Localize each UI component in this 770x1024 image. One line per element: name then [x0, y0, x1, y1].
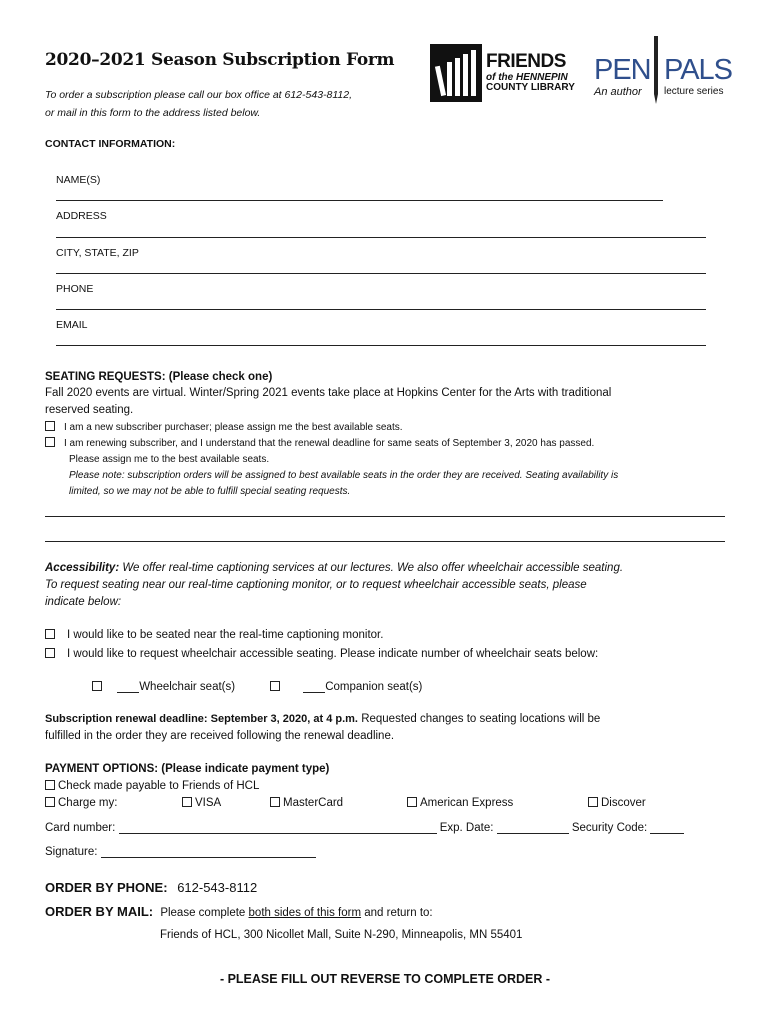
card-number-row: Card number: Exp. Date: Security Code:	[45, 821, 684, 834]
checkbox[interactable]	[182, 797, 192, 807]
accessibility-option-captioning: I would like to be seated near the real-time captioning monitor.	[45, 629, 383, 641]
name-label: NAME(S)	[56, 174, 101, 186]
payment-heading: PAYMENT OPTIONS: (Please indicate payment type)	[45, 763, 330, 775]
checkbox[interactable]	[45, 648, 55, 658]
accessibility-option-wheelchair: I would like to request wheelchair accessible seating. Please indicate number of wheelchair seats below:	[45, 648, 598, 660]
checkbox[interactable]	[407, 797, 417, 807]
books-icon	[430, 44, 486, 102]
email-label: EMAIL	[56, 319, 88, 331]
seating-heading: SEATING REQUESTS: (Please check one)	[45, 371, 273, 383]
payment-check: Check made payable to Friends of HCL	[45, 780, 259, 792]
checkbox[interactable]	[270, 797, 280, 807]
friends-logo-text: FRIENDS of the HENNEPIN COUNTY LIBRARY	[486, 51, 575, 93]
order-by-mail: ORDER BY MAIL: Please complete both sides of this form and return to:	[45, 904, 433, 919]
payment-amex: American Express	[407, 797, 513, 809]
seating-option-new: I am a new subscriber purchaser; please assign me the best available seats.	[45, 420, 403, 436]
seating-notes-line-2[interactable]	[45, 541, 725, 542]
payment-visa: VISA	[182, 797, 221, 809]
order-by-phone: ORDER BY PHONE: 612-543-8112	[45, 880, 258, 895]
checkbox[interactable]	[92, 681, 102, 691]
footer-note: - PLEASE FILL OUT REVERSE TO COMPLETE ORDER -	[219, 972, 551, 986]
checkbox[interactable]	[588, 797, 598, 807]
city-field[interactable]	[56, 273, 706, 274]
checkbox[interactable]	[270, 681, 280, 691]
seating-note: Fall 2020 events are virtual. Winter/Spring 2021 events take place at Hopkins Center for the Arts with traditional reserved seating.	[45, 387, 612, 416]
seating-italic-note: Please note: subscription orders will be assigned to best available seats in the order they are received. Seating availability is limited, so we may not be able to fulfill special seating requests.	[69, 470, 619, 497]
phone-field[interactable]	[56, 309, 706, 310]
contact-heading: CONTACT INFORMATION:	[45, 138, 176, 150]
payment-charge: Charge my:	[45, 797, 117, 809]
signature-row: Signature:	[45, 845, 316, 858]
renewal-text: Subscription renewal deadline: September 3, 2020, at 4 p.m. Requested changes to seating locations will be fulfilled in the order they are received following the renewal deadline.	[45, 713, 601, 742]
companion-seats: Companion seat(s)	[270, 680, 422, 693]
address-label: ADDRESS	[56, 210, 107, 222]
address-field[interactable]	[56, 237, 706, 238]
checkbox[interactable]	[45, 421, 55, 431]
mail-address: Friends of HCL, 300 Nicollet Mall, Suite N-290, Minneapolis, MN 55401	[160, 929, 523, 941]
city-label: CITY, STATE, ZIP	[56, 247, 139, 259]
page-title: 2020–2021 Season Subscription Form	[45, 50, 395, 70]
signature-field[interactable]	[101, 845, 316, 858]
wheelchair-seats: Wheelchair seat(s)	[92, 680, 235, 693]
checkbox[interactable]	[45, 629, 55, 639]
penpals-logo: PEN PALS An author lecture series	[594, 36, 729, 106]
companion-count-field[interactable]	[303, 680, 325, 693]
wheelchair-count-field[interactable]	[117, 680, 139, 693]
pen-icon	[651, 36, 661, 106]
accessibility-text: Accessibility: We offer real-time captioning services at our lectures. We also offer wheelchair accessible seating. To request seating near our real-time captioning monitor, or to request wheelchair accessible seats, please indicate below:	[45, 562, 624, 608]
email-field[interactable]	[56, 345, 706, 346]
name-field[interactable]	[56, 200, 663, 201]
intro-text: To order a subscription please call our box office at 612-543-8112, or mail in this form to the address listed below.	[45, 89, 353, 119]
payment-mastercard: MasterCard	[270, 797, 343, 809]
payment-discover: Discover	[588, 797, 646, 809]
seating-option-renew-cont: Please assign me to the best available seats.	[69, 454, 270, 465]
seating-option-renew: I am renewing subscriber, and I understand that the renewal deadline for same seats of September 3, 2020 has passed.	[45, 436, 594, 452]
card-number-field[interactable]	[119, 821, 437, 834]
exp-date-field[interactable]	[497, 821, 569, 834]
checkbox[interactable]	[45, 797, 55, 807]
security-code-field[interactable]	[650, 821, 684, 834]
checkbox[interactable]	[45, 437, 55, 447]
checkbox[interactable]	[45, 780, 55, 790]
seating-notes-line-1[interactable]	[45, 516, 725, 517]
phone-label: PHONE	[56, 283, 94, 295]
